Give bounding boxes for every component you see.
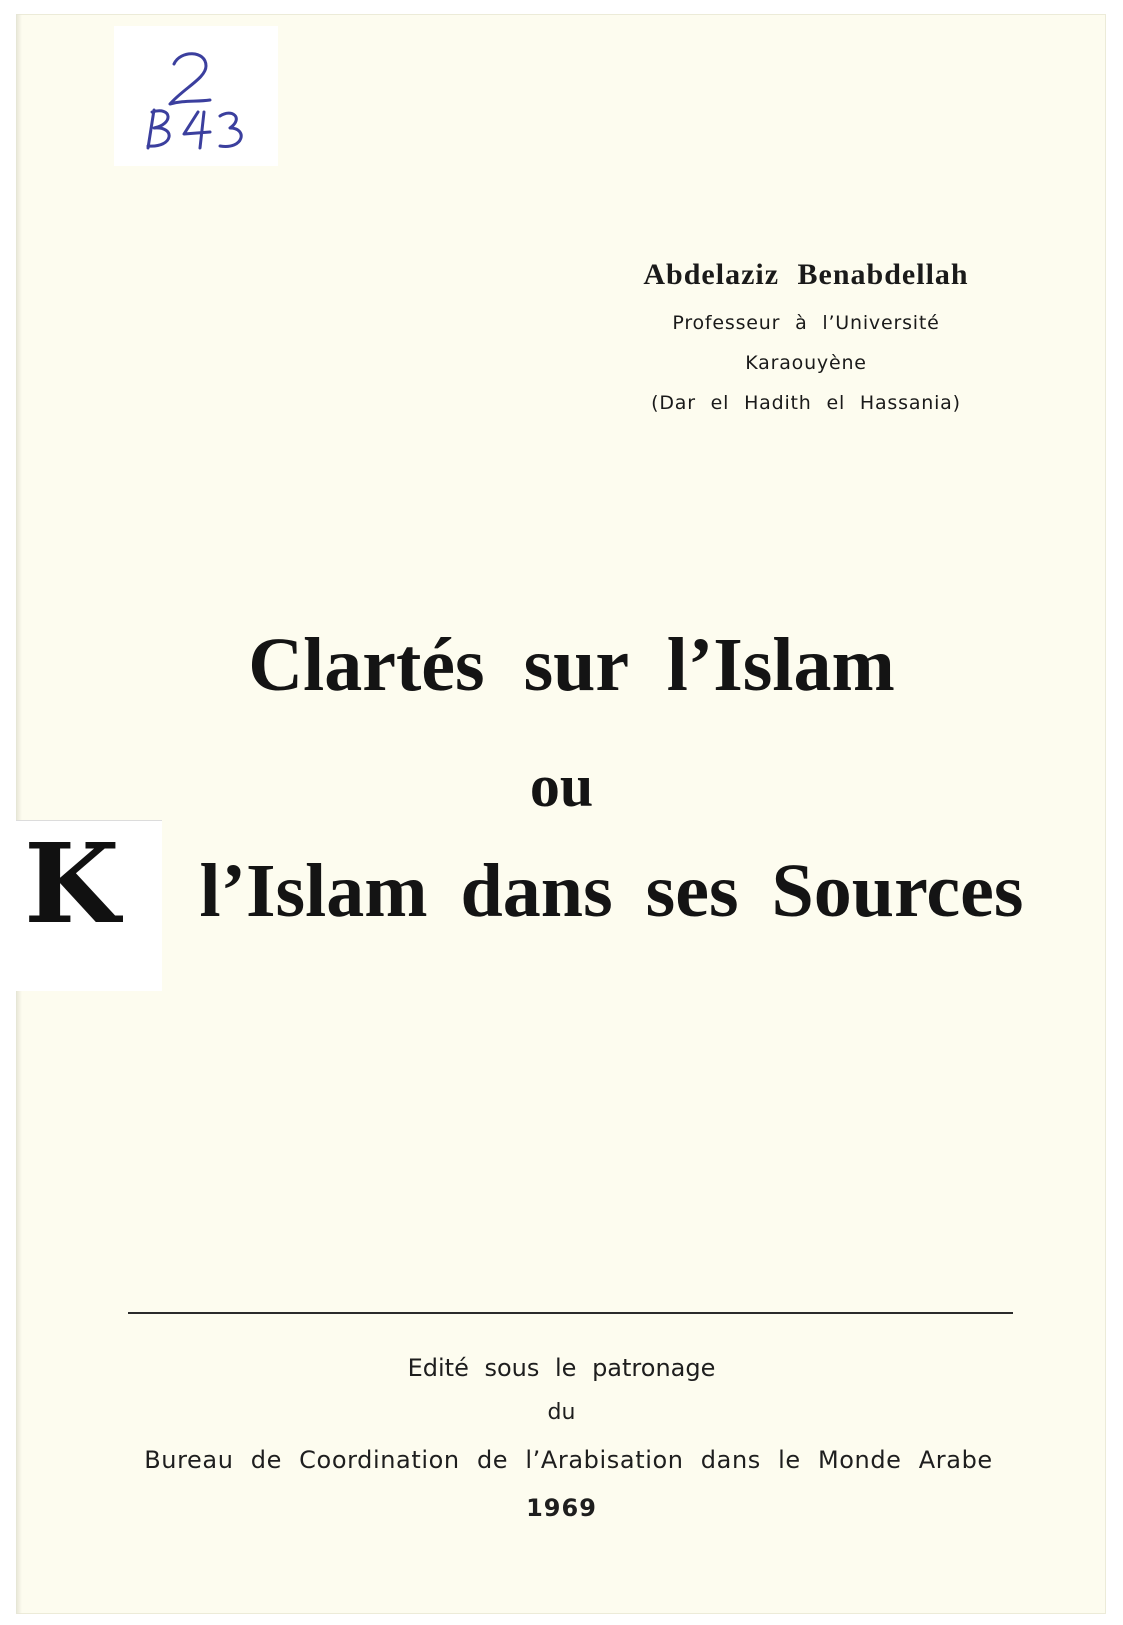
title-conjunction: ou bbox=[529, 753, 594, 819]
author-institution: Karaouyène bbox=[745, 352, 867, 374]
publication-year: 1969 bbox=[526, 1494, 597, 1522]
call-number-sticker bbox=[114, 26, 278, 166]
horizontal-divider bbox=[128, 1312, 1013, 1314]
handwritten-call-number bbox=[114, 26, 278, 166]
author-block bbox=[596, 258, 1016, 414]
title-main: Clartés sur l’Islam bbox=[248, 623, 895, 707]
publisher-name: Bureau de Coordination de l’Arabisation dans le Monde Arabe bbox=[144, 1446, 993, 1474]
patronage-connector: du bbox=[547, 1400, 576, 1425]
author-name: Abdelaziz Benabdellah bbox=[643, 258, 969, 291]
title-alternate: l’Islam dans ses Sources bbox=[199, 849, 1024, 933]
patronage-line: Edité sous le patronage bbox=[407, 1354, 716, 1382]
author-position: Professeur à l’Université bbox=[672, 312, 940, 334]
spine-label-glyph: K bbox=[24, 820, 120, 948]
author-affiliation: (Dar el Hadith el Hassania) bbox=[651, 392, 961, 414]
